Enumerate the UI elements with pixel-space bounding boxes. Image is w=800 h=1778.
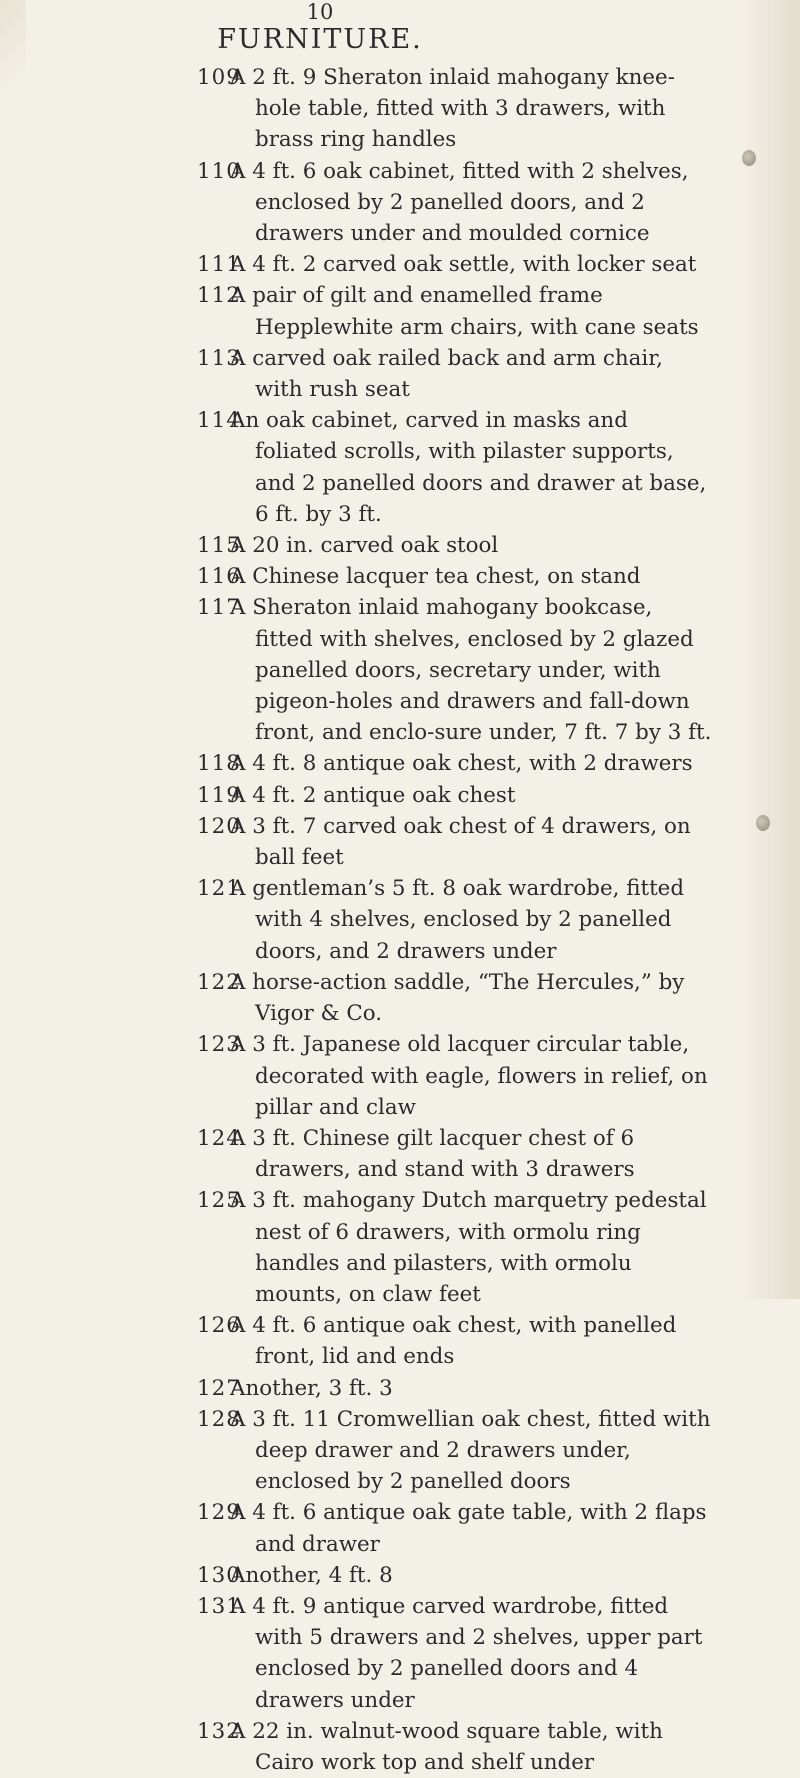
lot-number: 121 xyxy=(197,876,241,902)
lot-number: 127 xyxy=(197,1375,241,1401)
lot-entry xyxy=(0,561,715,592)
lot-description: A 4 ft. 6 antique oak chest, with panelled front, lid and ends xyxy=(230,1313,677,1370)
lot-description: An oak cabinet, carved in masks and foliated scrolls, with pilaster supports, and 2 panelled doors and drawer at base, 6 ft. by 3 ft. xyxy=(230,408,707,527)
lot-description: A 3 ft. 11 Cromwellian oak chest, fitted with deep drawer and 2 drawers under, enclosed by 2 panelled doors xyxy=(230,1406,711,1495)
lot-entry xyxy=(0,343,715,405)
lot-description: A pair of gilt and enamelled frame Hepplewhite arm chairs, with cane seats xyxy=(230,283,699,340)
lot-entry xyxy=(0,1185,715,1310)
lot-entry xyxy=(0,156,715,250)
lot-entry xyxy=(0,280,715,342)
lot-number: 113 xyxy=(197,345,241,371)
lot-number: 122 xyxy=(197,969,241,995)
lot-description: A Chinese lacquer tea chest, on stand xyxy=(230,564,641,590)
lot-number: 119 xyxy=(197,782,241,808)
lot-description: A 2 ft. 9 Sheraton inlaid mahogany knee-hole table, fitted with 3 drawers, with brass ring handles xyxy=(230,65,675,153)
lot-entry xyxy=(0,1560,715,1591)
lot-number: 123 xyxy=(197,1032,241,1058)
lot-entry xyxy=(0,1123,715,1185)
lot-description: A 3 ft. Chinese gilt lacquer chest of 6 drawers, and stand with 3 drawers xyxy=(230,1125,635,1183)
lot-number: 115 xyxy=(197,533,241,559)
lot-number: 110 xyxy=(197,158,241,184)
lot-description: A 22 in. walnut-wood square table, with Cairo work top and shelf under xyxy=(230,1718,663,1775)
lot-entry xyxy=(0,873,715,967)
lot-entry xyxy=(0,967,715,1029)
lot-entry xyxy=(0,1716,715,1778)
lot-number: 117 xyxy=(197,595,241,621)
lot-description: A 4 ft. 9 antique carved wardrobe, fitted with 5 drawers and 2 shelves, upper part enclosed by 2 panelled doors and 4 drawers under xyxy=(230,1593,703,1713)
lot-entry xyxy=(0,780,715,811)
lot-number: 120 xyxy=(197,813,241,839)
lot-number: 112 xyxy=(197,283,241,309)
lot-list xyxy=(0,62,800,1778)
lot-description: A 4 ft. 6 oak cabinet, fitted with 2 shelves, enclosed by 2 panelled doors, and 2 drawers under and moulded cornice xyxy=(230,158,689,247)
lot-entry xyxy=(0,1029,715,1123)
lot-description: Another, 4 ft. 8 xyxy=(230,1562,393,1588)
lot-number: 124 xyxy=(197,1125,241,1151)
lot-description: A 4 ft. 8 antique oak chest, with 2 drawers xyxy=(230,751,693,777)
lot-entry xyxy=(0,249,715,280)
lot-number: 132 xyxy=(197,1718,241,1744)
lot-description: A carved oak railed back and arm chair, with rush seat xyxy=(230,345,663,403)
lot-entry xyxy=(0,62,715,156)
lot-entry xyxy=(0,1373,715,1404)
lot-entry xyxy=(0,530,715,561)
lot-entry xyxy=(0,1497,715,1559)
lot-description: A 3 ft. mahogany Dutch marquetry pedestal nest of 6 drawers, with ormolu ring handles and pilasters, with ormolu mounts, on claw feet xyxy=(230,1188,707,1307)
lot-description: A 4 ft. 6 antique oak gate table, with 2 flaps and drawer xyxy=(230,1500,707,1557)
lot-description: A 4 ft. 2 carved oak settle, with locker seat xyxy=(230,252,697,278)
lot-description: Another, 3 ft. 3 xyxy=(230,1375,393,1401)
lot-description: A 4 ft. 2 antique oak chest xyxy=(230,782,516,808)
lot-description: A 3 ft. 7 carved oak chest of 4 drawers, on ball feet xyxy=(230,813,691,871)
lot-number: 114 xyxy=(197,408,241,434)
lot-entry xyxy=(0,1404,715,1498)
lot-entry xyxy=(0,811,715,873)
lot-entry xyxy=(0,1591,715,1716)
lot-number: 109 xyxy=(197,65,241,90)
lot-number: 131 xyxy=(197,1593,241,1619)
lot-number: 125 xyxy=(197,1188,241,1214)
lot-entry xyxy=(0,1310,715,1372)
lot-number: 111 xyxy=(197,252,241,278)
lot-entry xyxy=(0,405,715,530)
lot-number: 116 xyxy=(197,564,241,590)
page-number: 10 xyxy=(306,0,334,24)
section-title: FURNITURE. xyxy=(217,24,423,55)
lot-description: A 3 ft. Japanese old lacquer circular table, decorated with eagle, flowers in relief, on pillar and claw xyxy=(230,1032,708,1120)
lot-description: A Sheraton inlaid mahogany bookcase, fitted with shelves, enclosed by 2 glazed panelled doors, secretary under, with pigeon-holes and drawers and fall-down front, and enclo-sure under, 7 ft. 7 by 3 ft. xyxy=(230,595,712,746)
lot-number: 129 xyxy=(197,1500,241,1526)
lot-entry xyxy=(0,592,715,748)
lot-entry xyxy=(0,748,715,779)
lot-description: A gentleman’s 5 ft. 8 oak wardrobe, fitted with 4 shelves, enclosed by 2 panelled doors, and 2 drawers under xyxy=(230,876,685,964)
lot-number: 126 xyxy=(197,1313,241,1339)
lot-number: 130 xyxy=(197,1562,241,1588)
lot-description: A 20 in. carved oak stool xyxy=(230,533,499,559)
lot-number: 128 xyxy=(197,1406,241,1432)
lot-number: 118 xyxy=(197,751,241,777)
lot-description: A horse-action saddle, “The Hercules,” by Vigor & Co. xyxy=(230,969,685,1027)
